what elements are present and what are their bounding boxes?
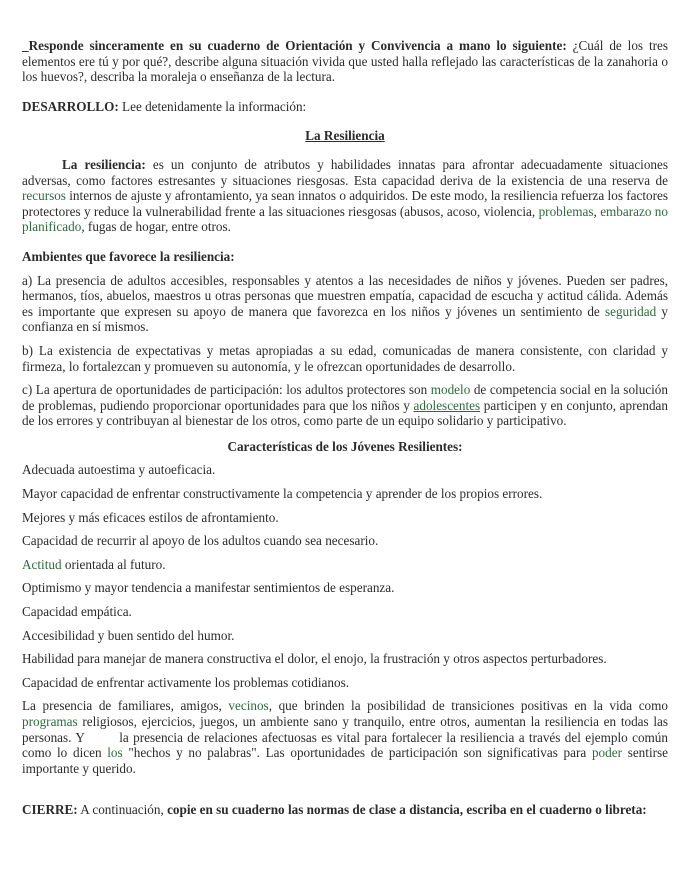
definition-paragraph — [22, 157, 668, 235]
link-actitud[interactable]: Actitud — [22, 556, 62, 572]
closing-text: , que brinden la posibilidad de transiciones positivas en la vida como — [268, 698, 672, 714]
definition-text: , fugas de hogar, entre otros. — [81, 219, 231, 235]
intro-question: ¿Cuál de los tres elementos ere tú y por qué?, describe alguna situación vivida que usted halla reflejado las características de la zanahoria o los huevos?, describa la moraleja o enseñanza de la lectura. — [22, 38, 668, 85]
definition-term: La resiliencia: — [62, 156, 146, 172]
ambientes-item-b: b) La existencia de expectativas y metas apropiadas a su edad, comunicadas de manera consistente, con claridad y firmeza, lo fortalezcan y promueven su autonomía, y le ofrezcan oportunidades de desarrollo. — [22, 342, 668, 374]
ambientes-item-c — [22, 382, 668, 429]
list-item: Mayor capacidad de enfrentar constructivamente la competencia y aprender de los propios errores. — [22, 486, 543, 502]
list-item — [22, 557, 668, 573]
list-item: Mejores y más eficaces estilos de afrontamiento. — [22, 509, 279, 525]
definition-text: , — [593, 203, 601, 219]
ambientes-heading: Ambientes que favorece la resiliencia: — [22, 248, 235, 264]
caracteristicas-list — [22, 462, 668, 690]
list-item: Capacidad de recurrir al apoyo de los adultos cuando sea necesario. — [22, 533, 379, 549]
item-a-text: y confianza en sí mismos. — [22, 303, 668, 335]
closing-text: sentirse importante y querido. — [22, 745, 672, 776]
closing-paragraph — [22, 698, 672, 776]
ambientes-item-a — [22, 273, 668, 335]
link-programas[interactable]: programas — [22, 714, 78, 729]
item-a-text: a) La presencia de adultos accesibles, responsables y atentos a las necesidades de niños y jóvenes. Pueden ser padres, hermanos, tíos, abuelos, maestros u otras personas que muestren empatía, capacidad de escucha y actitud cálida. Además es importante que expresen su apoyo de manera que favorezca en los niños y jóvenes un sentimiento de — [22, 272, 668, 319]
page-title: La Resiliencia — [305, 128, 385, 144]
link-adolescentes[interactable]: adolescentes — [413, 397, 481, 413]
cierre-paragraph — [22, 802, 668, 818]
link-modelo[interactable]: modelo — [430, 382, 471, 398]
closing-text: La presencia de familiares, amigos, — [22, 698, 229, 714]
list-item: Capacidad empática. — [22, 604, 132, 620]
desarrollo-label: DESARROLLO: — [22, 98, 119, 114]
item-c-text: de competencia social en la solución de problemas, pudiendo proporcionar oportunidades para que los niños y — [22, 382, 668, 413]
caracteristicas-heading: Características de los Jóvenes Resilientes: — [227, 438, 463, 454]
cierre-text: A continuación, — [77, 802, 168, 818]
desarrollo-line — [22, 99, 668, 115]
list-item-text: orientada al futuro. — [64, 556, 166, 572]
list-item: Adecuada autoestima y autoeficacia. — [22, 462, 216, 478]
closing-text: religiosos, ejercicios, juegos, un ambiente sano y tranquilo, entre otros, aumentan la resiliencia en todas las personas. Y la presencia de relaciones afectuosas es vital para fortalecer la resiliencia a través del ejemplo común como lo dicen — [22, 714, 672, 761]
closing-text: "hechos y no palabras". Las oportunidades de participación son significativas para — [122, 745, 592, 761]
link-problemas[interactable]: problemas — [538, 203, 594, 219]
definition-text: internos de ajuste y afrontamiento, ya sean innatos o adquiridos. De este modo, la resiliencia refuerza los factores protectores y reduce la vulnerabilidad frente a las situaciones riesgosas (abusos, acoso, violencia, — [22, 188, 668, 219]
list-item: Optimismo y mayor tendencia a manifestar sentimientos de esperanza. — [22, 580, 395, 596]
link-los[interactable]: los — [107, 745, 123, 761]
cierre-label: CIERRE: — [22, 802, 78, 818]
item-c-text: participen y en conjunto, aprendan de los errores y contribuyan al bienestar de los otros, como parte de un equipo solidario y participativo. — [22, 397, 668, 429]
item-c-text: c) La apertura de oportunidades de participación: los adultos protectores son — [22, 382, 431, 398]
link-vecinos[interactable]: vecinos — [228, 698, 269, 714]
list-item: Habilidad para manejar de manera constructiva el dolor, el enojo, la frustración y otros aspectos perturbadores. — [22, 651, 607, 667]
list-item: Capacidad de enfrentar activamente los problemas cotidianos. — [22, 674, 349, 690]
intro-paragraph — [22, 38, 668, 85]
link-seguridad[interactable]: seguridad — [604, 303, 657, 319]
cierre-instruction: copie en su cuaderno las normas de clase a distancia, escriba en el cuaderno o libreta: — [167, 802, 647, 818]
desarrollo-text: Lee detenidamente la información: — [118, 98, 307, 114]
link-poder[interactable]: poder — [591, 745, 622, 761]
link-embarazo[interactable]: embarazo no planificado — [22, 203, 668, 235]
list-item: Accesibilidad y buen sentido del humor. — [22, 627, 235, 643]
link-recursos[interactable]: recursos — [22, 188, 66, 204]
definition-text: es un conjunto de atributos y habilidades innatas para afrontar adecuadamente situaciones adversas, como factores estresantes y situaciones riesgosas. Esta capacidad deriva de la existencia de una reserva de — [22, 156, 669, 188]
intro-instruction: _Responde sinceramente en su cuaderno de Orientación y Convivencia a mano lo siguiente: — [22, 38, 567, 53]
